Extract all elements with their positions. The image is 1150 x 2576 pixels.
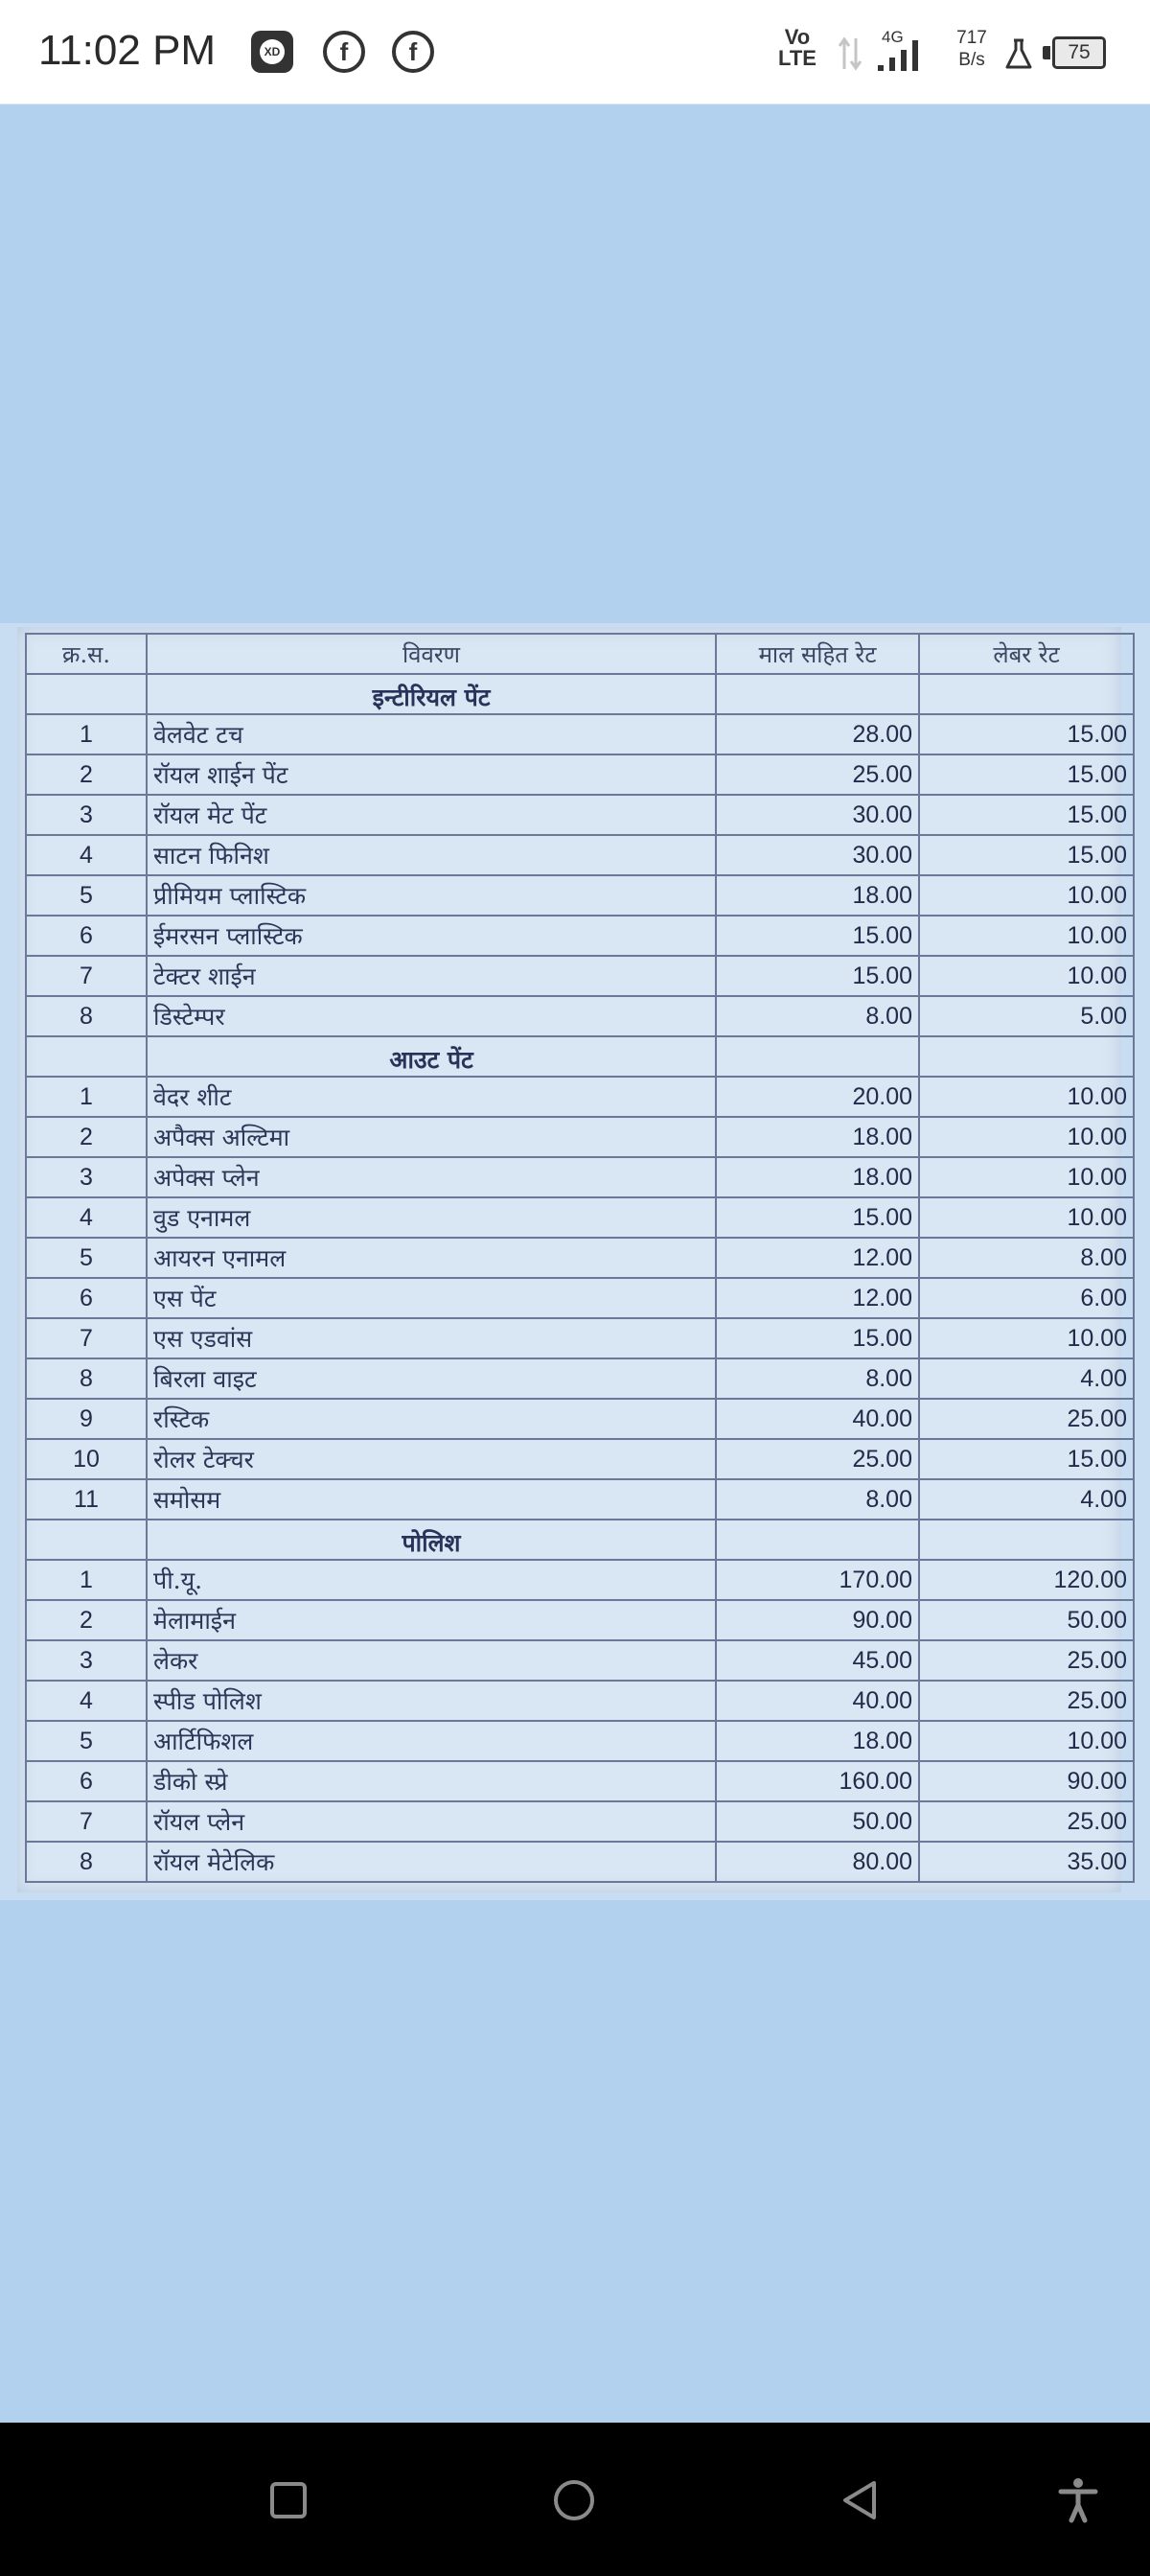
section-blank-cell [716, 1520, 919, 1560]
row-description: पी.यू. [147, 1560, 716, 1600]
row-material-rate: 18.00 [716, 1117, 919, 1157]
row-number: 7 [26, 956, 147, 996]
rate-sheet-photo [0, 623, 1150, 1900]
section-blank-cell [716, 1036, 919, 1077]
table-row [26, 1077, 1134, 1117]
table-row [26, 1761, 1134, 1801]
row-material-rate: 170.00 [716, 1560, 919, 1600]
row-description: रॉयल प्लेन [147, 1801, 716, 1842]
back-button[interactable] [836, 2476, 884, 2524]
row-number: 8 [26, 1842, 147, 1882]
row-description: एस एडवांस [147, 1318, 716, 1358]
row-description: ईमरसन प्लास्टिक [147, 916, 716, 956]
battery-nub [1043, 46, 1050, 59]
row-labour-rate: 10.00 [919, 875, 1134, 916]
row-labour-rate: 25.00 [919, 1399, 1134, 1439]
row-description: एस पेंट [147, 1278, 716, 1318]
header-description: विवरण [147, 634, 716, 674]
row-material-rate: 40.00 [716, 1681, 919, 1721]
row-material-rate: 25.00 [716, 1439, 919, 1479]
table-row [26, 996, 1134, 1036]
row-labour-rate: 6.00 [919, 1278, 1134, 1318]
row-number: 4 [26, 1681, 147, 1721]
row-description: लेकर [147, 1640, 716, 1681]
row-labour-rate: 90.00 [919, 1761, 1134, 1801]
row-number: 7 [26, 1801, 147, 1842]
row-number: 6 [26, 1278, 147, 1318]
row-material-rate: 12.00 [716, 1238, 919, 1278]
network-speed-unit: B/s [958, 50, 985, 70]
network-speed-value: 717 [956, 28, 987, 48]
rate-table-body [26, 674, 1134, 1882]
section-blank-cell [919, 1520, 1134, 1560]
table-row [26, 1681, 1134, 1721]
table-row [26, 1157, 1134, 1197]
accessibility-button[interactable] [1054, 2476, 1102, 2524]
row-material-rate: 30.00 [716, 795, 919, 835]
section-row [26, 1036, 1134, 1077]
section-row [26, 674, 1134, 714]
row-description: रॉयल शाईन पेंट [147, 754, 716, 795]
section-blank-cell [919, 674, 1134, 714]
table-row [26, 1318, 1134, 1358]
row-number: 5 [26, 875, 147, 916]
volte-indicator [774, 27, 820, 81]
header-number: क्र.स. [26, 634, 147, 674]
table-row [26, 1358, 1134, 1399]
battery-icon [1041, 36, 1108, 69]
row-description: रॉयल मेट पेंट [147, 795, 716, 835]
row-labour-rate: 10.00 [919, 1197, 1134, 1238]
data-activity-icon [836, 27, 864, 81]
section-blank-cell [26, 674, 147, 714]
row-number: 4 [26, 835, 147, 875]
rate-table [25, 633, 1135, 1883]
row-material-rate: 160.00 [716, 1761, 919, 1801]
table-row [26, 1197, 1134, 1238]
table-row [26, 1439, 1134, 1479]
row-labour-rate: 10.00 [919, 1721, 1134, 1761]
row-labour-rate: 10.00 [919, 1318, 1134, 1358]
table-row [26, 916, 1134, 956]
row-material-rate: 18.00 [716, 875, 919, 916]
facebook-icon: f [323, 31, 365, 73]
row-labour-rate: 5.00 [919, 996, 1134, 1036]
row-description: आयरन एनामल [147, 1238, 716, 1278]
table-row [26, 714, 1134, 754]
row-number: 7 [26, 1318, 147, 1358]
row-labour-rate: 10.00 [919, 916, 1134, 956]
table-row [26, 956, 1134, 996]
table-row [26, 1399, 1134, 1439]
row-labour-rate: 8.00 [919, 1238, 1134, 1278]
row-number: 2 [26, 1600, 147, 1640]
row-description: बिरला वाइट [147, 1358, 716, 1399]
row-description: रॉयल मेटेलिक [147, 1842, 716, 1882]
row-number: 4 [26, 1197, 147, 1238]
row-material-rate: 8.00 [716, 1358, 919, 1399]
table-row [26, 1640, 1134, 1681]
row-description: रोलर टेक्चर [147, 1439, 716, 1479]
table-row [26, 1117, 1134, 1157]
battery-level: 75 [1052, 36, 1106, 69]
recents-button[interactable] [264, 2476, 312, 2524]
row-description: वेदर शीट [147, 1077, 716, 1117]
row-number: 9 [26, 1399, 147, 1439]
row-description: प्रीमियम प्लास्टिक [147, 875, 716, 916]
row-labour-rate: 120.00 [919, 1560, 1134, 1600]
row-labour-rate: 25.00 [919, 1640, 1134, 1681]
section-title: इन्टीरियल पेंट [147, 674, 716, 714]
row-material-rate: 15.00 [716, 956, 919, 996]
table-row [26, 1560, 1134, 1600]
status-bar [0, 0, 1150, 104]
row-labour-rate: 15.00 [919, 835, 1134, 875]
network-speed [947, 27, 997, 81]
xd-app-icon-label: XD [260, 39, 285, 64]
section-blank-cell [919, 1036, 1134, 1077]
row-number: 1 [26, 1560, 147, 1600]
xd-app-icon [251, 31, 293, 73]
volte-line1: Vo [784, 25, 811, 49]
volte-line2: LTE [778, 46, 816, 70]
row-number: 3 [26, 1157, 147, 1197]
table-row [26, 1238, 1134, 1278]
row-material-rate: 12.00 [716, 1278, 919, 1318]
row-labour-rate: 15.00 [919, 754, 1134, 795]
table-row [26, 754, 1134, 795]
row-number: 1 [26, 714, 147, 754]
row-number: 6 [26, 1761, 147, 1801]
row-labour-rate: 25.00 [919, 1681, 1134, 1721]
row-labour-rate: 25.00 [919, 1801, 1134, 1842]
row-material-rate: 90.00 [716, 1600, 919, 1640]
signal-icon [874, 27, 932, 81]
row-number: 2 [26, 754, 147, 795]
row-material-rate: 30.00 [716, 835, 919, 875]
row-material-rate: 28.00 [716, 714, 919, 754]
table-row [26, 875, 1134, 916]
section-blank-cell [716, 674, 919, 714]
row-material-rate: 15.00 [716, 1318, 919, 1358]
section-blank-cell [26, 1520, 147, 1560]
row-number: 8 [26, 996, 147, 1036]
row-labour-rate: 4.00 [919, 1479, 1134, 1520]
row-number: 3 [26, 795, 147, 835]
table-row [26, 1278, 1134, 1318]
row-labour-rate: 15.00 [919, 795, 1134, 835]
section-title: आउट पेंट [147, 1036, 716, 1077]
row-description: अपैक्स अल्टिमा [147, 1117, 716, 1157]
row-labour-rate: 35.00 [919, 1842, 1134, 1882]
section-title: पोलिश [147, 1520, 716, 1560]
row-material-rate: 50.00 [716, 1801, 919, 1842]
row-number: 11 [26, 1479, 147, 1520]
table-header-row [26, 634, 1134, 674]
row-labour-rate: 10.00 [919, 1157, 1134, 1197]
paper-sheet [17, 627, 1127, 1892]
table-row [26, 795, 1134, 835]
row-description: वुड एनामल [147, 1197, 716, 1238]
row-number: 10 [26, 1439, 147, 1479]
navigation-bar [0, 2423, 1150, 2576]
row-description: मेलामाईन [147, 1600, 716, 1640]
row-material-rate: 8.00 [716, 996, 919, 1036]
table-row [26, 1600, 1134, 1640]
row-number: 6 [26, 916, 147, 956]
row-number: 2 [26, 1117, 147, 1157]
row-description: डिस्टेम्पर [147, 996, 716, 1036]
home-button[interactable] [550, 2476, 598, 2524]
row-description: स्पीड पोलिश [147, 1681, 716, 1721]
row-number: 5 [26, 1238, 147, 1278]
row-material-rate: 15.00 [716, 1197, 919, 1238]
row-description: साटन फिनिश [147, 835, 716, 875]
table-row [26, 1801, 1134, 1842]
clock: 11:02 PM [38, 27, 217, 74]
network-type: 4G [882, 28, 904, 46]
table-row [26, 1479, 1134, 1520]
row-description: टेक्टर शाईन [147, 956, 716, 996]
row-labour-rate: 10.00 [919, 956, 1134, 996]
row-material-rate: 40.00 [716, 1399, 919, 1439]
row-description: डीको स्प्रे [147, 1761, 716, 1801]
row-description: रस्टिक [147, 1399, 716, 1439]
section-blank-cell [26, 1036, 147, 1077]
flask-icon [1002, 27, 1035, 81]
row-labour-rate: 15.00 [919, 714, 1134, 754]
row-material-rate: 8.00 [716, 1479, 919, 1520]
row-material-rate: 25.00 [716, 754, 919, 795]
row-material-rate: 18.00 [716, 1157, 919, 1197]
row-material-rate: 15.00 [716, 916, 919, 956]
facebook-icon: f [392, 31, 434, 73]
row-labour-rate: 4.00 [919, 1358, 1134, 1399]
row-number: 5 [26, 1721, 147, 1761]
section-row [26, 1520, 1134, 1560]
table-row [26, 1842, 1134, 1882]
row-number: 1 [26, 1077, 147, 1117]
row-description: वेलवेट टच [147, 714, 716, 754]
table-row [26, 1721, 1134, 1761]
table-row [26, 835, 1134, 875]
header-labour-rate: लेबर रेट [919, 634, 1134, 674]
row-material-rate: 80.00 [716, 1842, 919, 1882]
header-material-rate: माल सहित रेट [716, 634, 919, 674]
row-labour-rate: 10.00 [919, 1077, 1134, 1117]
row-material-rate: 18.00 [716, 1721, 919, 1761]
row-labour-rate: 15.00 [919, 1439, 1134, 1479]
row-material-rate: 20.00 [716, 1077, 919, 1117]
row-description: आर्टिफिशल [147, 1721, 716, 1761]
row-labour-rate: 50.00 [919, 1600, 1134, 1640]
row-number: 3 [26, 1640, 147, 1681]
row-labour-rate: 10.00 [919, 1117, 1134, 1157]
row-description: समोसम [147, 1479, 716, 1520]
row-number: 8 [26, 1358, 147, 1399]
row-material-rate: 45.00 [716, 1640, 919, 1681]
row-description: अपेक्स प्लेन [147, 1157, 716, 1197]
